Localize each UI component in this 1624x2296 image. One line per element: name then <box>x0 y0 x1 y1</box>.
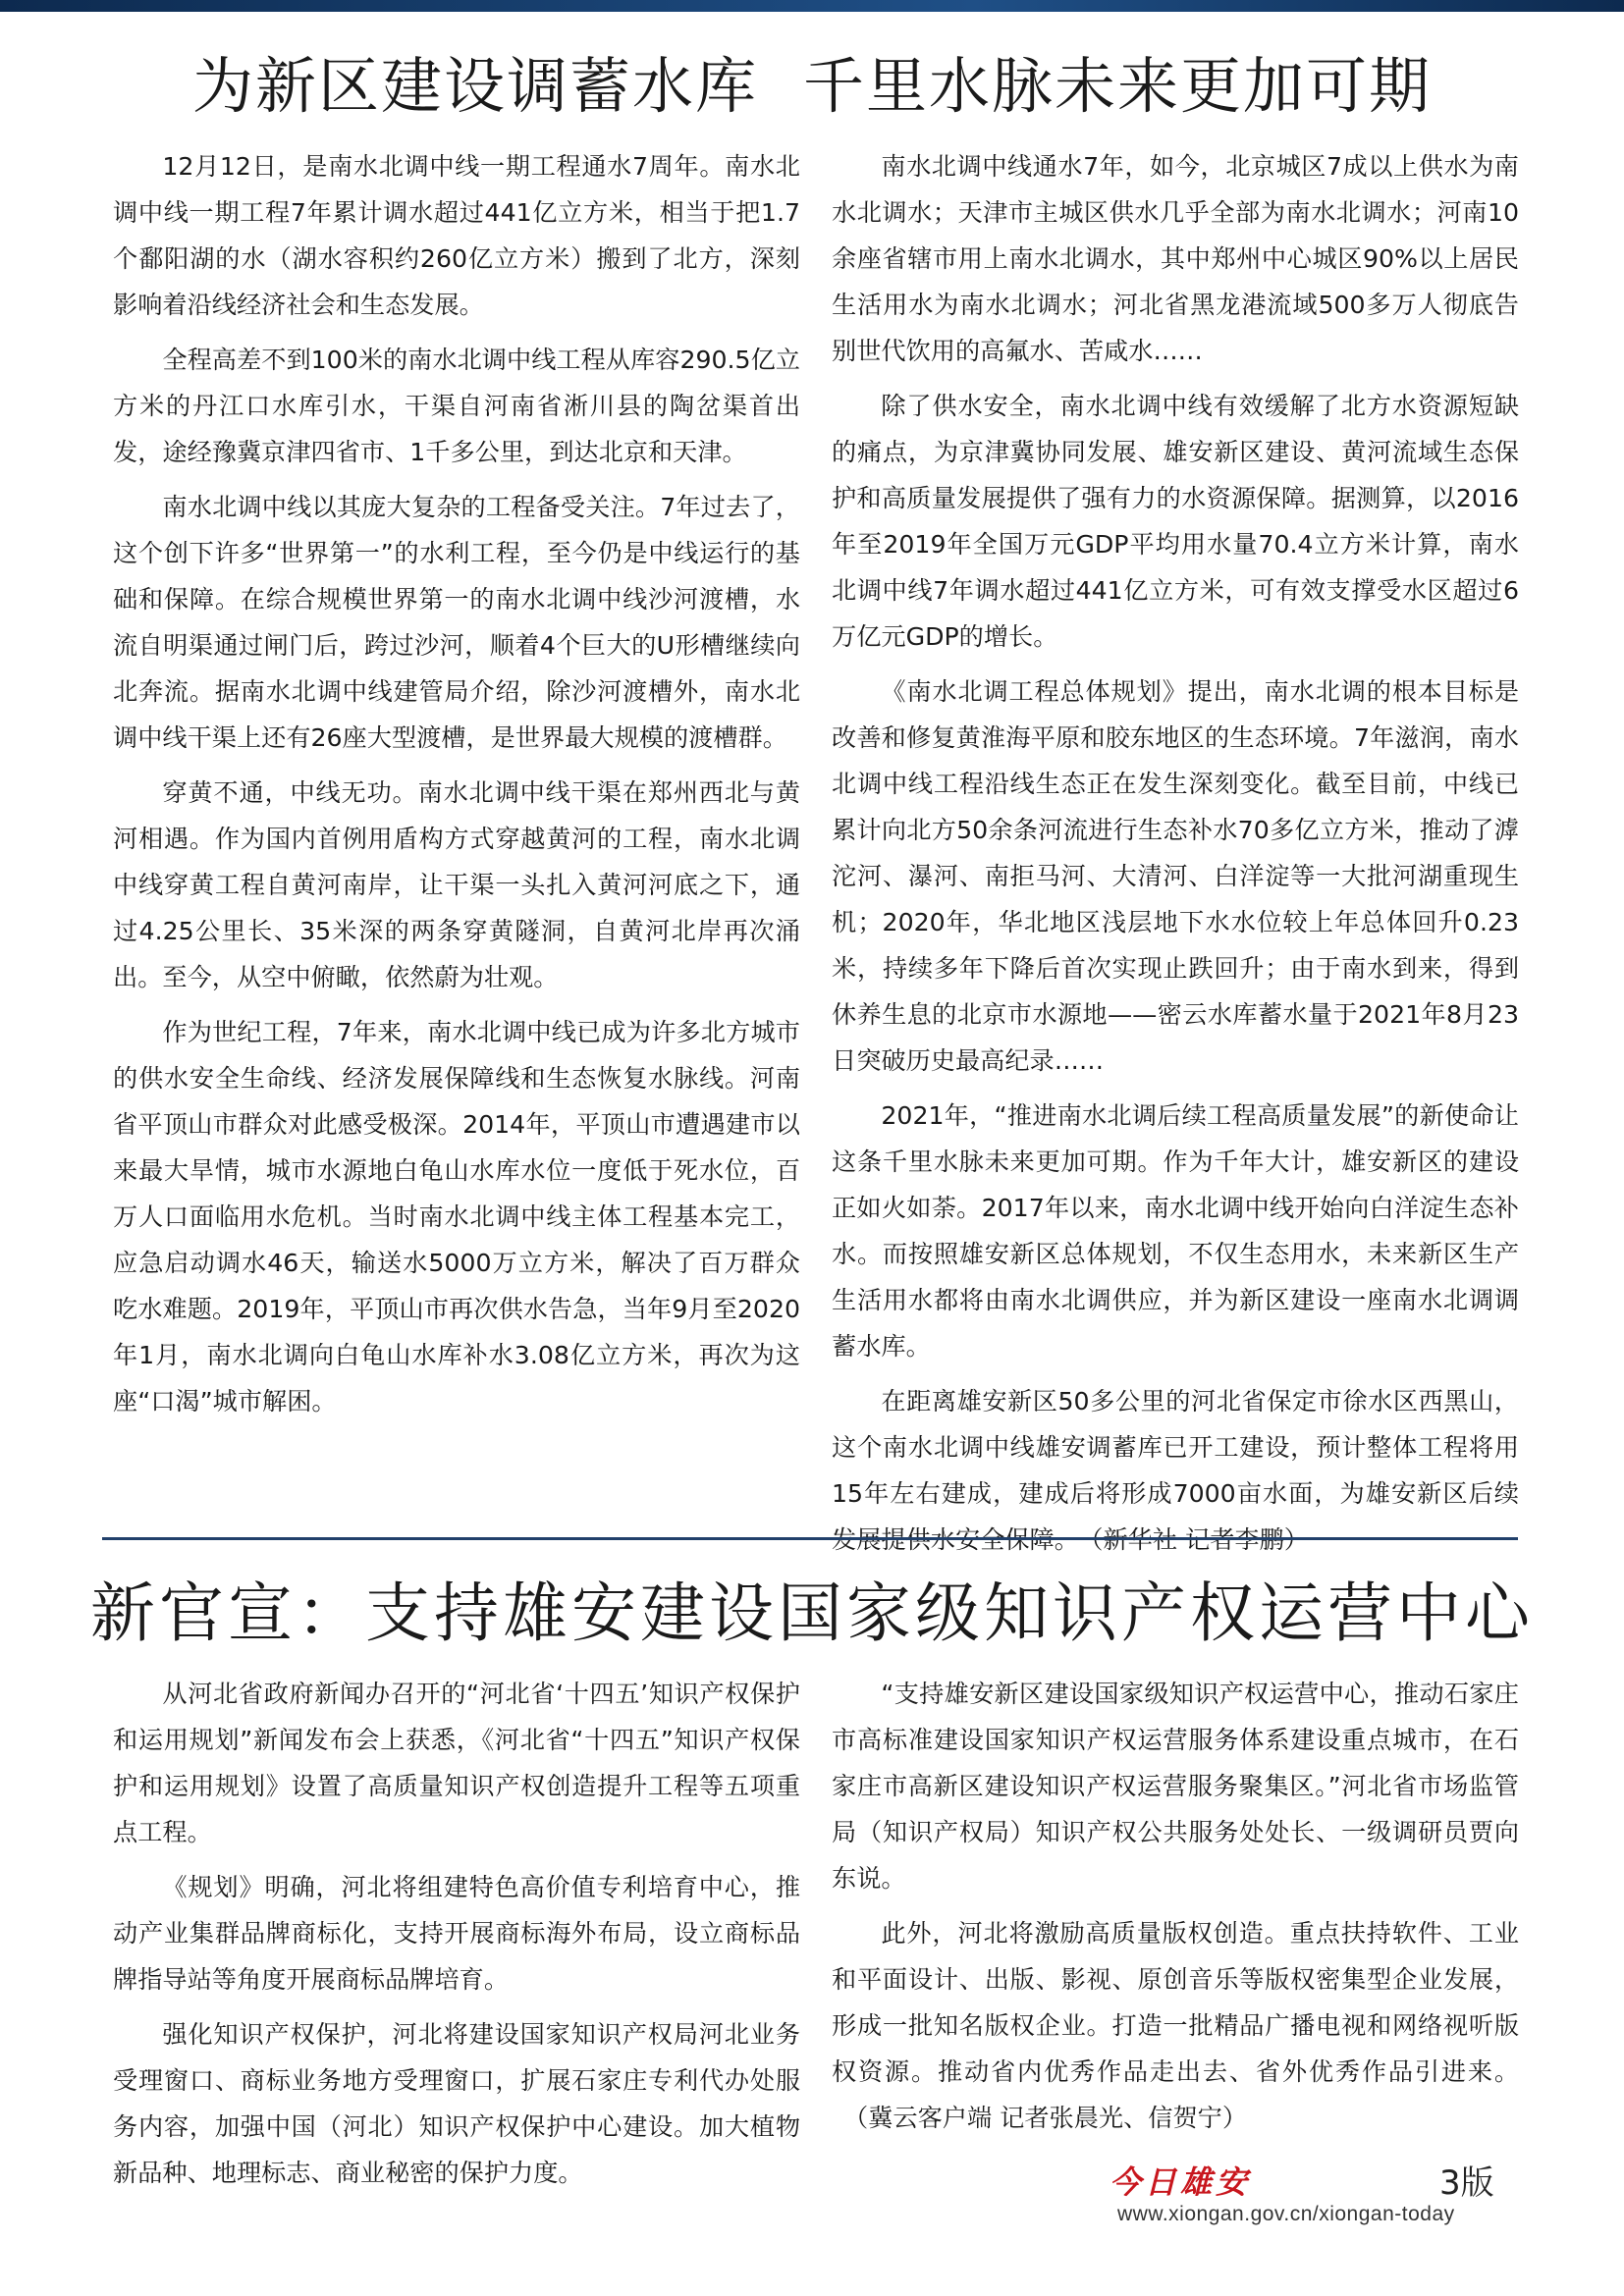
article2-paragraph: “支持雄安新区建设国家级知识产权运营中心，推动石家庄市高标准建设国家知识产权运营服务体系建设重点城市，在石家庄市高新区建设知识产权运营服务聚集区。”河北省市场监管局（知识产权局）知识产权公共服务处处长、一级调研员贾向东说。 <box>832 1680 1519 1893</box>
publication-logo: 今日雄安 <box>1110 2163 1252 2201</box>
article2-last-paragraph: 此外，河北将激励高质量版权创造。重点扶持软件、工业和平面设计、出版、影视、原创音乐等版权密集型企业发展，形成一批知名版权企业。打造一批精品广播电视和网络视听版权资源。推动省内优秀作品走出去、省外优秀作品引进来。 <box>832 1919 1519 2086</box>
article1-paragraph: 12月12日，是南水北调中线一期工程通水7周年。南水北调中线一期工程7年累计调水超过441亿立方米，相当于把1.7个鄱阳湖的水（湖水容积约260亿立方米）搬到了北方，深刻影响着沿线经济社会和生态发展。 <box>113 152 800 319</box>
article1-last-paragraph: 在距离雄安新区50多公里的河北省保定市徐水区西黑山，这个南水北调中线雄安调蓄库已开工建设，预计整体工程将用15年左右建成，建成后将形成7000亩水面，为雄安新区后续发展提供水安全保障。 <box>832 1387 1519 1554</box>
article1-headline-part2: 千里水脉未来更加可期 <box>803 50 1433 122</box>
article1-paragraph: 穿黄不通，中线无功。南水北调中线干渠在郑州西北与黄河相遇。作为国内首例用盾构方式穿越黄河的工程，南水北调中线穿黄工程自黄河南岸，让干渠一头扎入黄河河底之下，通过4.25公里长、35米深的两条穿黄隧洞，自黄河北岸再次涌出。至今，从空中俯瞰，依然蔚为壮观。 <box>113 778 800 991</box>
top-color-bar <box>0 0 1624 12</box>
article2-paragraph <box>832 1910 1519 2141</box>
article1-headline <box>0 37 1624 125</box>
page-number: 3版 <box>1439 2163 1494 2203</box>
article1-left-column <box>113 143 800 1433</box>
article1-right-column <box>832 143 1519 1572</box>
article1-paragraph: 2021年，“推进南水北调后续工程高质量发展”的新使命让这条千里水脉未来更加可期。作为千年大计，雄安新区的建设正如火如荼。2017年以来，南水北调中线开始向白洋淀生态补水。而按照雄安新区总体规划，不仅生态用水，未来新区生产生活用水都将由南水北调供应，并为新区建设一座南水北调调蓄水库。 <box>832 1101 1519 1361</box>
article1-paragraph: 南水北调中线通水7年，如今，北京城区7成以上供水为南水北调水；天津市主城区供水几乎全部为南水北调水；河南10余座省辖市用上南水北调水，其中郑州中心城区90%以上居民生活用水为南水北调水；河北省黑龙港流域500多万人彻底告别世代饮用的高氟水、苦咸水…… <box>832 152 1519 365</box>
article1-paragraph <box>832 1378 1519 1563</box>
footer-url: www.xiongan.gov.cn/xiongan-today <box>1117 2203 1455 2225</box>
article1-paragraph: 全程高差不到100米的南水北调中线工程从库容290.5亿立方米的丹江口水库引水，干渠自河南省淅川县的陶岔渠首出发，途经豫冀京津四省市、1千多公里，到达北京和天津。 <box>113 346 800 466</box>
article1-paragraph: 除了供水安全，南水北调中线有效缓解了北方水资源短缺的痛点，为京津冀协同发展、雄安新区建设、黄河流域生态保护和高质量发展提供了强有力的水资源保障。据测算，以2016年至2019年全国万元GDP平均用水量70.4立方米计算，南水北调中线7年调水超过441亿立方米，可有效支撑受水区超过6万亿元GDP的增长。 <box>832 392 1519 651</box>
article2-paragraph: 强化知识产权保护，河北将建设国家知识产权局河北业务受理窗口、商标业务地方受理窗口，扩展石家庄专利代办处服务内容，加强中国（河北）知识产权保护中心建设。加大植物新品种、地理标志、商业秘密的保护力度。 <box>113 2020 800 2187</box>
article1-paragraph: 《南水北调工程总体规划》提出，南水北调的根本目标是改善和修复黄淮海平原和胶东地区的生态环境。7年滋润，南水北调中线工程沿线生态正在发生深刻变化。截至目前，中线已累计向北方50余条河流进行生态补水70多亿立方米，推动了滹沱河、瀑河、南拒马河、大清河、白洋淀等一大批河湖重现生机；2020年，华北地区浅层地下水水位较上年总体回升0.23米，持续多年下降后首次实现止跌回升；由于南水到来，得到休养生息的北京市水源地——密云水库蓄水量于2021年8月23日突破历史最高纪录…… <box>832 677 1519 1075</box>
article2-headline: 新官宣：支持雄安建设国家级知识产权运营中心 <box>90 1575 1534 1651</box>
article2-paragraph: 《规划》明确，河北将组建特色高价值专利培育中心，推动产业集群品牌商标化，支持开展商标海外布局，设立商标品牌指导站等角度开展商标品牌培育。 <box>113 1873 800 1994</box>
article1-headline-part1: 为新区建设调蓄水库 <box>191 50 758 122</box>
article1-paragraph: 南水北调中线以其庞大复杂的工程备受关注。7年过去了，这个创下许多“世界第一”的水利工程，至今仍是中线运行的基础和保障。在综合规模世界第一的南水北调中线沙河渡槽，水流自明渠通过闸门后，跨过沙河，顺着4个巨大的U形槽继续向北奔流。据南水北调中线建管局介绍，除沙河渡槽外，南水北调中线干渠上还有26座大型渡槽，是世界最大规模的渡槽群。 <box>113 493 800 752</box>
article2-paragraph: 从河北省政府新闻办召开的“河北省‘十四五’知识产权保护和运用规划”新闻发布会上获悉，《河北省“十四五”知识产权保护和运用规划》设置了高质量知识产权创造提升工程等五项重点工程。 <box>113 1680 800 1846</box>
section-divider <box>102 1537 1518 1540</box>
article1-byline: （新华社 记者李鹏） <box>1090 1525 1309 1554</box>
article1-paragraph: 作为世纪工程，7年来，南水北调中线已成为许多北方城市的供水安全生命线、经济发展保障线和生态恢复水脉线。河南省平顶山市群众对此感受极深。2014年，平顶山市遭遇建市以来最大旱情，城市水源地白龟山水库水位一度低于死水位，百万人口面临用水危机。当时南水北调中线主体工程基本完工，应急启动调水46天，输送水5000万立方米，解决了百万群众吃水难题。2019年，平顶山市再次供水告急，当年9月至2020年1月，南水北调向白龟山水库补水3.08亿立方米，再次为这座“口渴”城市解困。 <box>113 1018 800 1415</box>
article2-right-column <box>832 1671 1519 2150</box>
article2-byline: （冀云客户端 记者张晨光、信贺宁） <box>843 2104 1248 2132</box>
article2-left-column <box>113 1671 800 2205</box>
